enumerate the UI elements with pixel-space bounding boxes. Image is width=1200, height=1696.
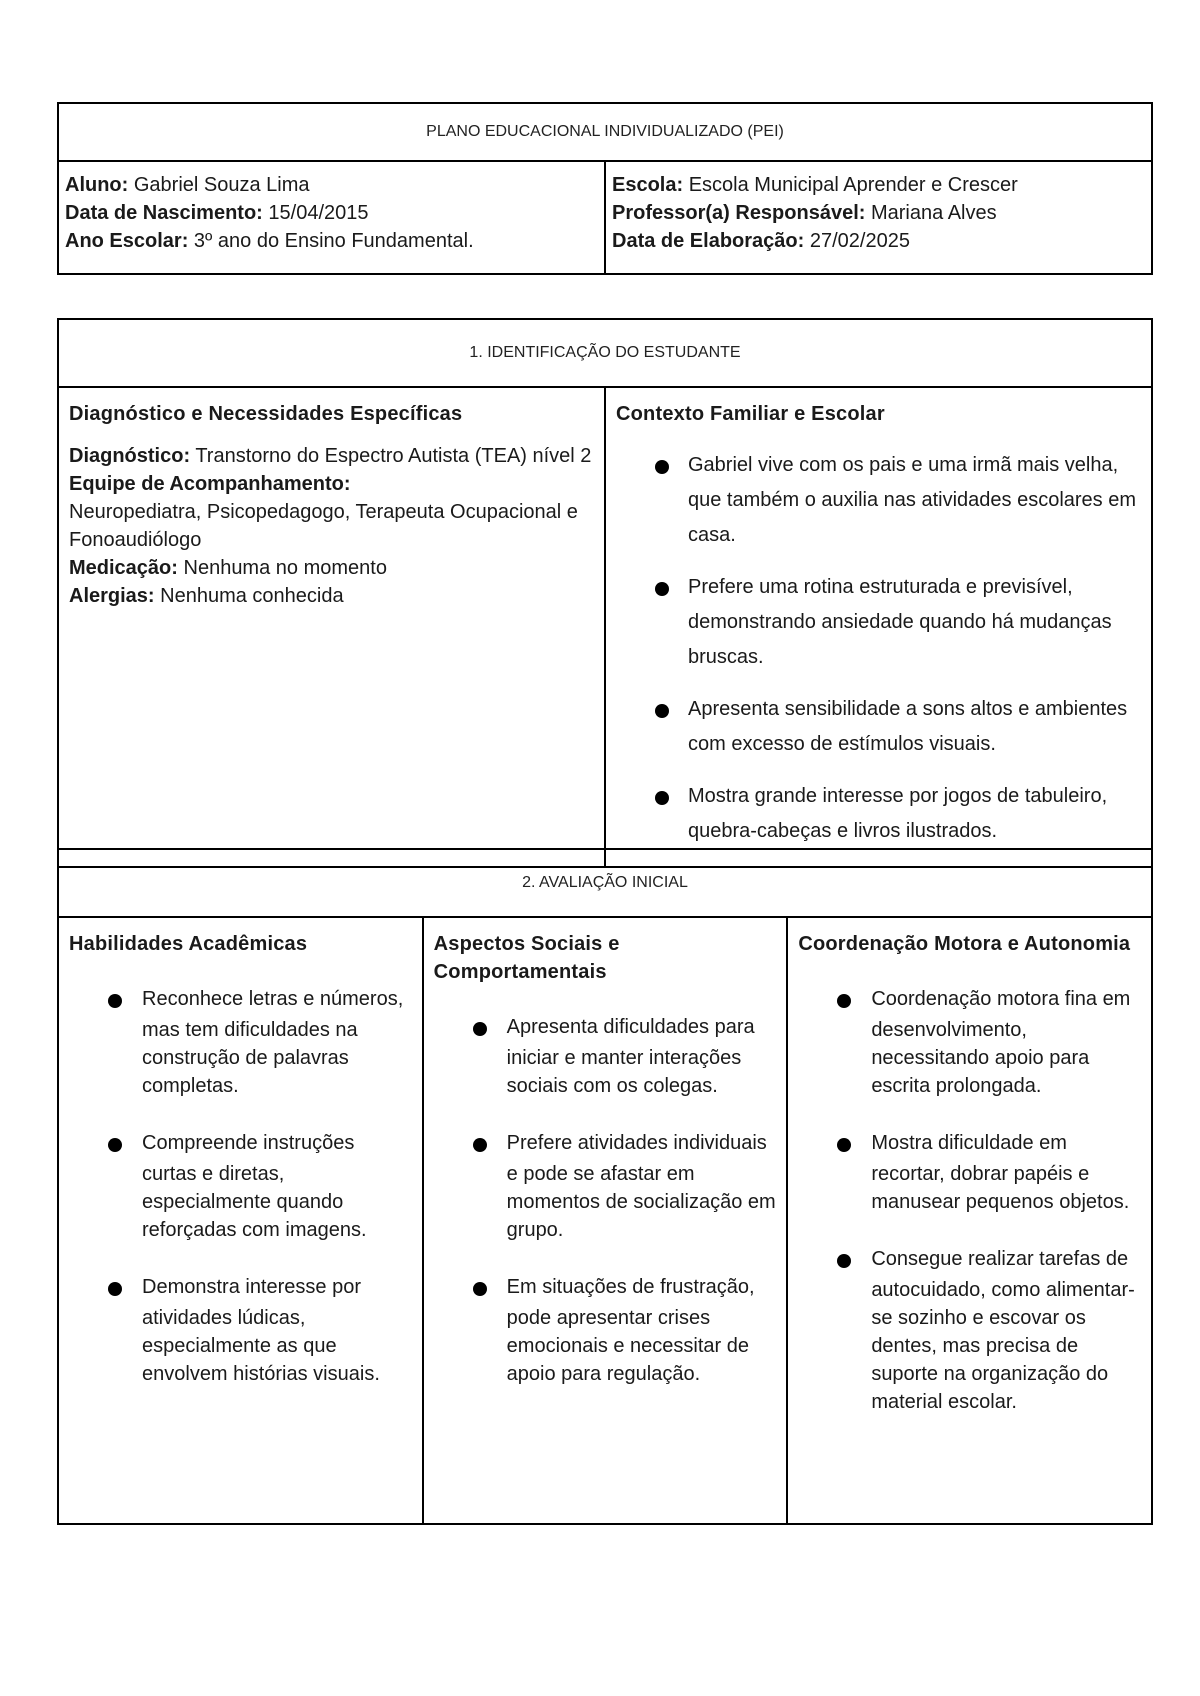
academic-list — [69, 982, 412, 1388]
bullet-icon — [837, 1138, 851, 1152]
list-item: Prefere atividades individuais e pode se afastar em momentos de socialização em grupo. — [434, 1126, 777, 1244]
equipe-line: Equipe de Acompanhamento: Neuropediatra, Psicopedagogo, Terapeuta Ocupacional e Fonoaudiólogo — [69, 473, 578, 551]
diagnostico-line: Diagnóstico: Transtorno do Espectro Autista (TEA) nível 2 — [69, 445, 592, 467]
bullet-icon — [473, 1022, 487, 1036]
diagnosis-heading: Diagnóstico e Necessidades Específicas — [69, 403, 463, 425]
aluno-value: Gabriel Souza Lima — [133, 174, 310, 196]
medicacao-line: Medicação: Nenhuma no momento — [69, 557, 387, 579]
bullet-icon — [473, 1282, 487, 1296]
list-item: Coordenação motora fina em desenvolvimento, necessitando apoio para escrita prolongada. — [798, 982, 1141, 1100]
social-cell — [423, 917, 788, 1524]
school-info-cell — [605, 161, 1152, 274]
elaboracao-line: Data de Elaboração: 27/02/2025 — [612, 230, 910, 252]
social-heading: Aspectos Sociais e Comportamentais — [433, 933, 620, 983]
section1-title: 1. IDENTIFICAÇÃO DO ESTUDANTE — [58, 319, 1152, 387]
alergias-value: Nenhuma conhecida — [160, 585, 344, 607]
header-table — [57, 102, 1153, 275]
professor-line: Professor(a) Responsável: Mariana Alves — [612, 202, 997, 224]
list-item: Em situações de frustração, pode apresentar crises emocionais e necessitar de apoio para regulação. — [434, 1270, 777, 1388]
list-item: Apresenta dificuldades para iniciar e manter interações sociais com os colegas. — [434, 1010, 777, 1100]
medicacao-value: Nenhuma no momento — [183, 557, 387, 579]
motor-list — [798, 982, 1141, 1416]
family-context-list — [616, 448, 1141, 849]
section1-table — [57, 318, 1153, 868]
list-item: Consegue realizar tarefas de autocuidado, como alimentar-se sozinho e escovar os dentes, mas precisa de suporte na organização do material escolar. — [798, 1242, 1141, 1416]
aluno-line: Aluno: Gabriel Souza Lima — [65, 174, 310, 196]
bullet-icon — [108, 1138, 122, 1152]
list-item: Reconhece letras e números, mas tem dificuldades na construção de palavras completas. — [69, 982, 412, 1100]
equipe-value: Neuropediatra, Psicopedagogo, Terapeuta Ocupacional e Fonoaudiólogo — [69, 501, 578, 551]
bullet-icon — [655, 582, 669, 596]
alergias-line: Alergias: Nenhuma conhecida — [69, 585, 344, 607]
bullet-icon — [108, 994, 122, 1008]
bullet-icon — [837, 1254, 851, 1268]
ano-line: Ano Escolar: 3º ano do Ensino Fundamental. — [65, 230, 474, 252]
bullet-icon — [837, 994, 851, 1008]
bullet-icon — [655, 791, 669, 805]
escola-line: Escola: Escola Municipal Aprender e Crescer — [612, 174, 1018, 196]
section2-title: 2. AVALIAÇÃO INICIAL — [58, 849, 1152, 917]
list-item: Demonstra interesse por atividades lúdicas, especialmente as que envolvem histórias visuais. — [69, 1270, 412, 1388]
list-item: Gabriel vive com os pais e uma irmã mais velha, que também o auxilia nas atividades escolares em casa. — [616, 448, 1141, 553]
student-info-cell — [58, 161, 605, 274]
elaboracao-value: 27/02/2025 — [809, 230, 910, 252]
professor-value: Mariana Alves — [870, 202, 997, 224]
diagnostico-value: Transtorno do Espectro Autista (TEA) nível 2 — [195, 445, 592, 467]
bullet-icon — [655, 704, 669, 718]
nascimento-value: 15/04/2015 — [268, 202, 369, 224]
bullet-icon — [108, 1282, 122, 1296]
family-context-heading: Contexto Familiar e Escolar — [616, 403, 885, 425]
bullet-icon — [473, 1138, 487, 1152]
social-list — [434, 1010, 777, 1388]
list-item: Compreende instruções curtas e diretas, especialmente quando reforçadas com imagens. — [69, 1126, 412, 1244]
list-item: Prefere uma rotina estruturada e previsível, demonstrando ansiedade quando há mudanças bruscas. — [616, 570, 1141, 675]
academic-heading: Habilidades Acadêmicas — [69, 933, 308, 955]
motor-cell — [787, 917, 1152, 1524]
escola-value: Escola Municipal Aprender e Crescer — [688, 174, 1018, 196]
bullet-icon — [655, 460, 669, 474]
ano-value: 3º ano do Ensino Fundamental. — [193, 230, 474, 252]
list-item: Mostra grande interesse por jogos de tabuleiro, quebra-cabeças e livros ilustrados. — [616, 779, 1141, 849]
academic-cell — [58, 917, 423, 1524]
list-item: Mostra dificuldade em recortar, dobrar papéis e manusear pequenos objetos. — [798, 1126, 1141, 1216]
family-context-cell — [605, 387, 1152, 867]
motor-heading: Coordenação Motora e Autonomia — [798, 933, 1131, 955]
diagnosis-cell — [58, 387, 605, 867]
nascimento-line: Data de Nascimento: 15/04/2015 — [65, 202, 369, 224]
document-title: PLANO EDUCACIONAL INDIVIDUALIZADO (PEI) — [58, 103, 1152, 161]
section2-table — [57, 848, 1153, 1525]
list-item: Apresenta sensibilidade a sons altos e ambientes com excesso de estímulos visuais. — [616, 692, 1141, 762]
